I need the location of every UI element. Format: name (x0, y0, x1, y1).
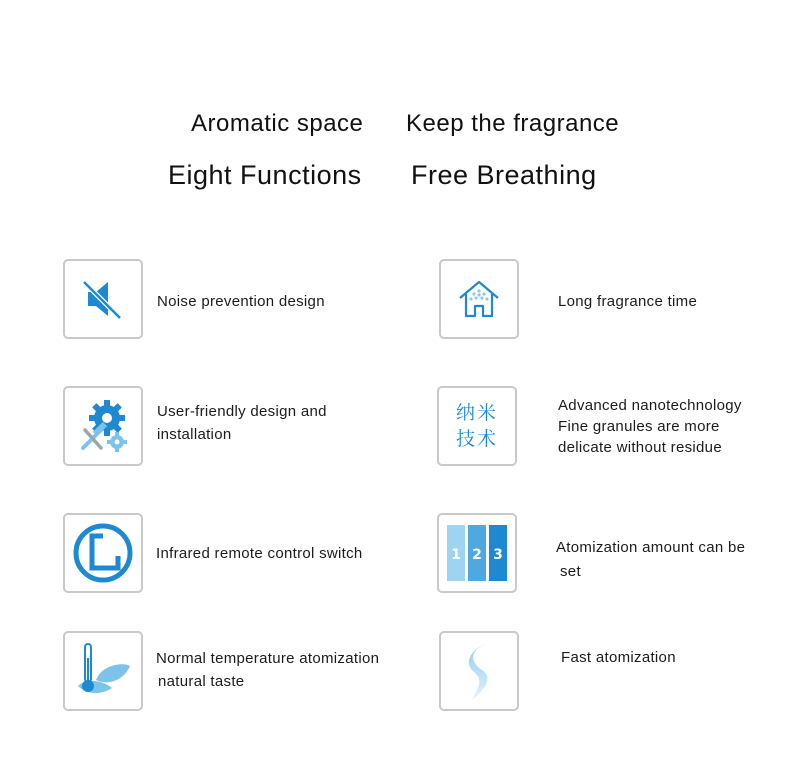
svg-text:1: 1 (451, 547, 461, 563)
feature-text-nano: Advanced nanotechnology Fine granules are more delicate without residue (558, 397, 742, 456)
headline-keep-fragrance: Keep the fragrance (406, 110, 620, 137)
feature-text-fragrance-time: Long fragrance time (558, 293, 698, 310)
levels-123-icon (444, 521, 510, 585)
headline-aromatic-space: Aromatic space (191, 110, 364, 137)
speaker-mute-icon (78, 274, 128, 324)
feature-icon-box-fragrance-time (439, 259, 519, 339)
feature-icon-box-fast (439, 631, 519, 711)
feature-text-noise: Noise prevention design (157, 293, 325, 310)
mist-swirl-icon (454, 640, 504, 702)
headline-eight-functions: Eight Functions (168, 160, 362, 190)
feature-icon-box-nano (437, 386, 517, 466)
feature-icon-box-noise (63, 259, 143, 339)
feature-text-remote: Infrared remote control switch (156, 545, 363, 562)
feature-icon-box-remote (63, 513, 143, 593)
gears-tools-icon (73, 396, 133, 456)
thermometer-leaf-icon (72, 640, 134, 702)
feature-icon-box-temperature (63, 631, 143, 711)
feature-icon-box-levels (437, 513, 517, 593)
house-icon (454, 274, 504, 324)
nano-text-icon: 纳米 技术 (455, 402, 498, 450)
remote-switch-icon (72, 522, 134, 584)
feature-text-user-friendly: User-friendly design and installation (157, 403, 327, 443)
feature-text-fast: Fast atomization (561, 649, 676, 666)
feature-icon-box-user-friendly (63, 386, 143, 466)
feature-text-temperature: Normal temperature atomization natural taste (156, 650, 380, 690)
feature-text-levels: Atomization amount can be set (556, 539, 746, 580)
headline-free-breathing: Free Breathing (411, 160, 597, 190)
svg-text:2: 2 (472, 547, 482, 563)
svg-text:3: 3 (493, 547, 503, 563)
